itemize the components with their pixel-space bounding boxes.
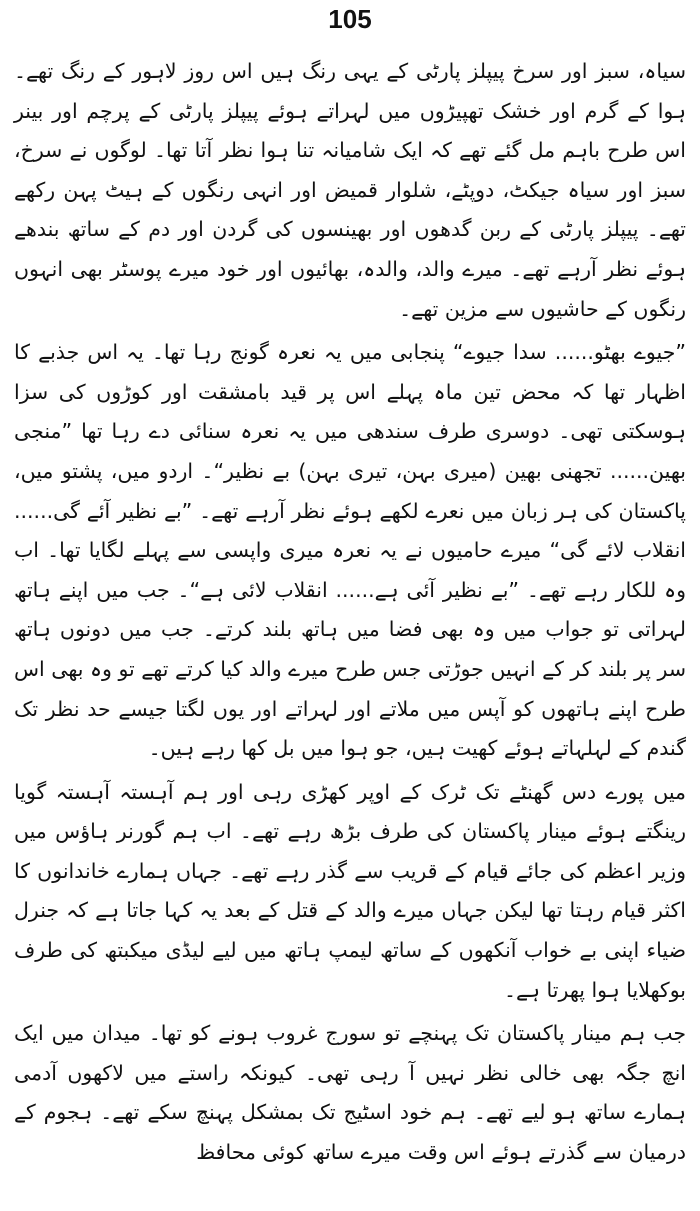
- body-text: [14, 52, 686, 1173]
- paragraph: ”جیوے بھٹو...... سدا جیوے“ پنجابی میں یہ نعرہ گونج رہا تھا۔ یہ اس جذبے کا اظہار تھا کہ محض تین ماہ پہلے اس پر قید بامشقت اور کوڑوں کی سزا ہوسکتی تھی۔ دوسری طرف سندھی میں یہ نعرہ سنائی دے رہا تھا ”منجی بھین...... تجھنی بھین (میری بہن، تیری بہن) بے نظیر“۔ اردو میں، پشتو میں، پاکستان کی ہر زبان میں نعرے لکھے ہوئے نظر آرہے تھے۔ ”بے نظیر آئے گی...... انقلاب لائے گی“ میرے حامیوں نے یہ نعرہ میری واپسی سے پہلے لگایا تھا۔ اب وہ للکار رہے تھے۔ ”بے نظیر آئی ہے...... انقلاب لائی ہے“۔ جب میں اپنے ہاتھ لہراتی تو جواب میں وہ بھی فضا میں ہاتھ بلند کرتے۔ جب میں دونوں ہاتھ سر پر بلند کر کے انہیں جوڑتی جس طرح میرے والد کیا کرتے تھے تو وہ بھی اس طرح اپنے ہاتھوں کو آپس میں ملاتے اور لہراتے اور یوں لگتا جیسے حد نظر تک گندم کے لہلہاتے ہوئے کھیت ہیں، جو ہوا میں بل کھا رہے ہیں۔: [14, 340, 686, 761]
- paragraph: جب ہم مینار پاکستان تک پہنچے تو سورج غروب ہونے کو تھا۔ میدان میں ایک انچ جگہ بھی خالی نظر نہیں آ رہی تھی۔ کیونکہ راستے میں لاکھوں آدمی ہمارے ساتھ ہو لیے تھے۔ ہم خود اسٹیج تک بمشکل پہنچ سکے تھے۔ ہجوم کے درمیان سے گذرتے ہوئے اس وقت میرے ساتھ کوئی محافظ: [14, 1021, 686, 1165]
- paragraph: سیاہ، سبز اور سرخ پیپلز پارٹی کے یہی رنگ ہیں اس روز لاہور کے رنگ تھے۔ ہوا کے گرم اور خشک تھپیڑوں میں لہراتے ہوئے پیپلز پارٹی کے پرچم اور بینر اس طرح باہم مل گئے تھے کہ ایک شامیانہ تنا ہوا نظر آتا تھا۔ لوگوں نے سرخ، سبز اور سیاہ جیکٹ، دوپٹے، شلوار قمیض اور انہی رنگوں کے ہیٹ پہن رکھے تھے۔ پیپلز پارٹی کے ربن گدھوں اور بھینسوں کی گردن اور دم کے ساتھ بندھے ہوئے نظر آرہے تھے۔ میرے والد، والدہ، بھائیوں اور خود میرے پوسٹر بھی انہوں رنگوں کے حاشیوں سے مزین تھے۔: [14, 59, 686, 321]
- paragraph: میں پورے دس گھنٹے تک ٹرک کے اوپر کھڑی رہی اور ہم آہستہ آہستہ گویا رینگتے ہوئے مینار پاکستان کی طرف بڑھ رہے تھے۔ اب ہم گورنر ہاؤس میں وزیر اعظم کی جائے قیام کے قریب سے گذر رہے تھے۔ جہاں ہمارے خاندانوں کا اکثر قیام رہتا تھا لیکن جہاں میرے والد کے قتل کے بعد یہ کہا جاتا ہے کہ جنرل ضیاء اپنی بے خواب آنکھوں کے ساتھ لیمپ ہاتھ میں لیے لیڈی میکبتھ کی طرف بوکھلایا ہوا پھرتا ہے۔: [14, 779, 686, 1002]
- page-number: 105: [328, 4, 372, 34]
